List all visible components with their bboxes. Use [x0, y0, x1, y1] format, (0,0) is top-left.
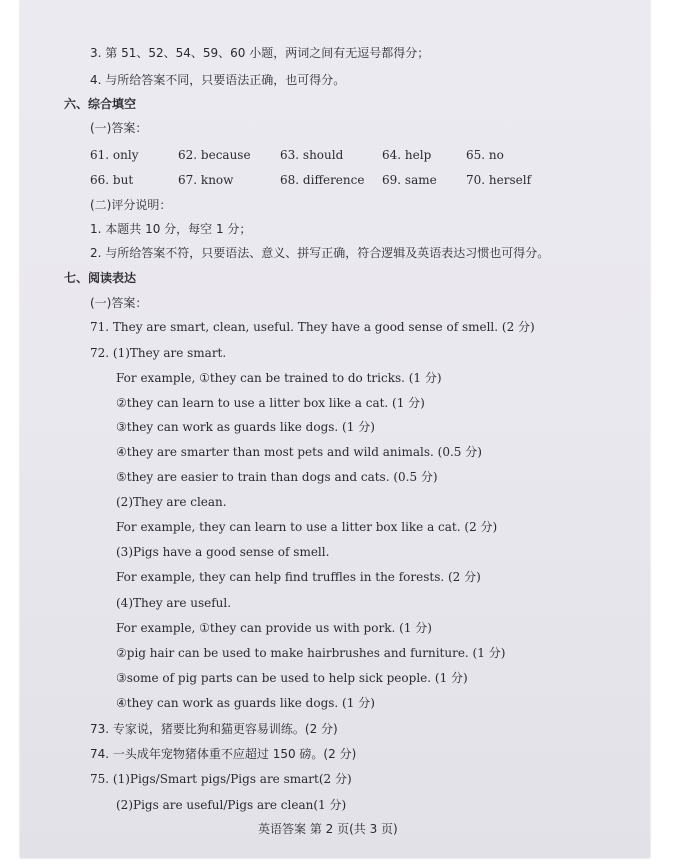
answer-69 [382, 173, 437, 187]
page-footer: 英语答案 第 2 页(共 3 页) [258, 822, 398, 836]
answer-number: 66. [90, 173, 110, 187]
answer-number: 69. [382, 173, 402, 187]
answer-65 [466, 148, 504, 162]
answer-word: because [200, 148, 251, 162]
answer-number: 68. [280, 173, 300, 187]
answer-72-line: (2)They are clean. [116, 495, 227, 509]
answer-word: herself [488, 173, 532, 187]
answer-64 [382, 148, 431, 162]
answer-72-line: ③some of pig parts can be used to help sick people. (1 分) [116, 671, 468, 685]
section-6-scoring-label: (二)评分说明： [90, 198, 172, 212]
answer-72-line: ④they are smarter than most pets and wild animals. (0.5 分) [116, 445, 482, 459]
answer-word: know [200, 173, 234, 187]
answer-72-line: For example, ①they can be trained to do tricks. (1 分) [116, 371, 442, 385]
answer-72-heading: 72. (1)They are smart. [90, 346, 227, 360]
section-6-title: 六、综合填空 [64, 97, 137, 111]
answer-72-line: (3)Pigs have a good sense of smell. [116, 545, 330, 559]
answer-71: 71. They are smart, clean, useful. They have a good sense of smell. (2 分) [90, 320, 535, 334]
answer-word: help [404, 148, 432, 162]
scoring-note-1: 1. 本题共 10 分，每空 1 分； [90, 222, 252, 236]
answer-72-line: ②they can learn to use a litter box like a cat. (1 分) [116, 396, 425, 410]
answer-72-line: ⑤they are easier to train than dogs and cats. (0.5 分) [116, 470, 438, 484]
answer-68 [280, 173, 364, 187]
answer-word: but [112, 173, 134, 187]
section-7-answer-label: (一)答案： [90, 296, 148, 310]
answer-number: 62. [178, 148, 198, 162]
answer-72-line: ③they can work as guards like dogs. (1 分) [116, 420, 375, 434]
section-7-title: 七、阅读表达 [64, 271, 137, 285]
answer-word: only [112, 148, 139, 162]
answer-word: difference [302, 173, 365, 187]
answer-72-line: ④they can work as guards like dogs. (1 分) [116, 696, 375, 710]
answer-number: 63. [280, 148, 300, 162]
answer-word: same [404, 173, 437, 187]
answer-75-part-2: (2)Pigs are useful/Pigs are clean(1 分) [116, 798, 347, 812]
answer-sheet-page [20, 0, 650, 858]
answer-72-line: (4)They are useful. [116, 596, 232, 610]
answer-number: 65. [466, 148, 486, 162]
answer-72-line: ②pig hair can be used to make hairbrushes and furniture. (1 分) [116, 646, 506, 660]
answer-72-line: For example, they can help find truffles in the forests. (2 分) [116, 570, 481, 584]
answer-number: 61. [90, 148, 110, 162]
answer-70 [466, 173, 531, 187]
answer-number: 64. [382, 148, 402, 162]
scoring-note-2: 2. 与所给答案不符，只要语法、意义、拼写正确，符合逻辑及英语表达习惯也可得分。 [90, 246, 550, 260]
answer-72-line: For example, they can learn to use a litter box like a cat. (2 分) [116, 520, 498, 534]
answer-66 [90, 173, 133, 187]
answer-75-part-1: 75. (1)Pigs/Smart pigs/Pigs are smart(2 分) [90, 772, 352, 786]
answer-number: 67. [178, 173, 198, 187]
answer-72-line: For example, ①they can provide us with pork. (1 分) [116, 621, 432, 635]
answer-62 [178, 148, 251, 162]
answer-73: 73. 专家说，猪要比狗和猫更容易训练。(2 分) [90, 722, 338, 736]
answer-67 [178, 173, 233, 187]
note-line-4: 4. 与所给答案不同，只要语法正确，也可得分。 [90, 73, 346, 87]
answer-63 [280, 148, 343, 162]
answer-word: no [488, 148, 504, 162]
answer-word: should [302, 148, 344, 162]
note-line-3: 3. 第 51、52、54、59、60 小题，两词之间有无逗号都得分； [90, 46, 430, 60]
answer-61 [90, 148, 139, 162]
answer-74: 74. 一头成年宠物猪体重不应超过 150 磅。(2 分) [90, 747, 357, 761]
section-6-answer-label: (一)答案： [90, 121, 148, 135]
answer-number: 70. [466, 173, 486, 187]
